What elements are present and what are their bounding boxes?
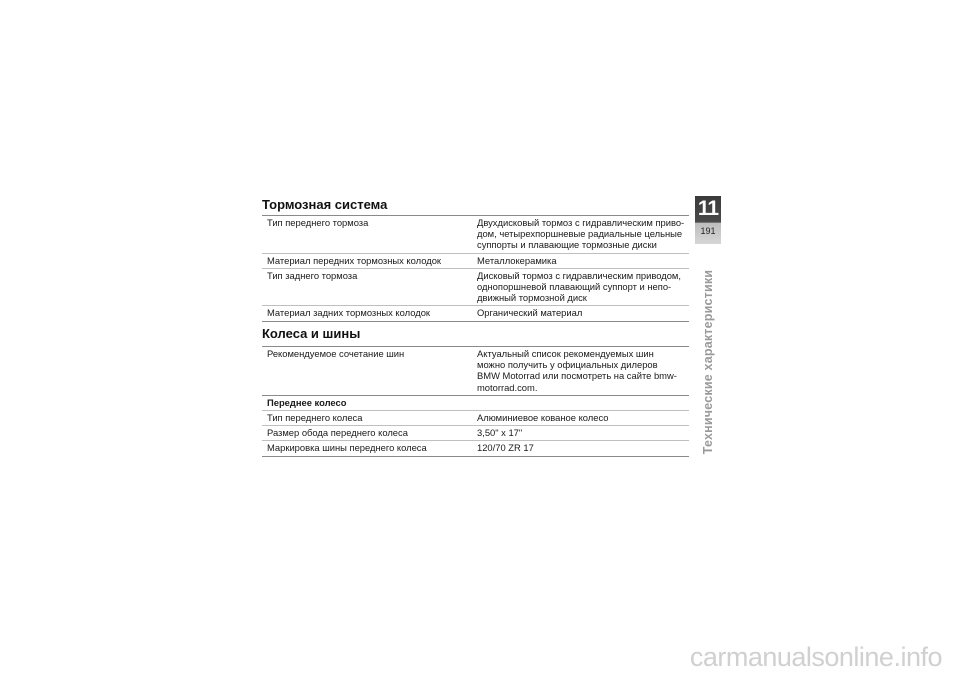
spec-label: Тип заднего тормоза: [267, 269, 358, 281]
spec-label: Тип переднего тормоза: [267, 217, 369, 228]
spec-value: Дисковый тормоз с гидравлическим приводом, однопоршневой плавающий суппорт и непо- движный тормозной диск: [477, 269, 681, 304]
spec-value: Алюминиевое кованое колесо: [477, 412, 609, 424]
spec-value: 3,50" x 17": [477, 427, 523, 439]
spec-value: Металлокерамика: [477, 254, 557, 266]
page-number: 191: [700, 226, 716, 236]
table-row: [262, 346, 689, 395]
table-row: [262, 305, 689, 321]
spec-label: Рекомендуемое сочетание шин: [267, 348, 405, 359]
table-row: [262, 268, 689, 306]
spec-value: 120/70 ZR 17: [477, 442, 534, 454]
watermark: carmanualsonline.info: [689, 642, 942, 672]
brakes-table: [262, 215, 689, 322]
table-row: [262, 395, 689, 410]
front-wheel-heading: Переднее колесо: [267, 396, 347, 408]
spec-label: Размер обода переднего колеса: [267, 427, 408, 439]
section-title-brakes: Тормозная система: [262, 197, 388, 212]
table-row: [262, 410, 689, 425]
chapter-number: 11: [697, 197, 719, 220]
table-row: [262, 440, 689, 456]
spec-label: Маркировка шины переднего колеса: [267, 442, 427, 454]
table-row: [262, 253, 689, 268]
chapter-tab: [695, 196, 721, 244]
spec-label: Материал задних тормозных колодок: [267, 307, 431, 319]
spec-value: Органический материал: [477, 307, 583, 319]
spec-label: Материал передних тормозных колодок: [267, 254, 442, 266]
spec-value: Двухдисковый тормоз с гидравлическим приво- дом, четырехпоршневые радиальные цельные суппорты и плавающие тормозные диски: [477, 217, 685, 251]
wheels-table: [262, 346, 689, 457]
table-row: [262, 215, 689, 253]
spec-value: Актуальный список рекомендуемых шин можно получить у официальных дилеров BMW Motorrad или посмотреть на сайте bmw- motorrad.com.: [477, 348, 677, 393]
section-title-wheels: Колеса и шины: [262, 326, 361, 341]
spec-label: Тип переднего колеса: [267, 412, 363, 424]
table-row: [262, 425, 689, 440]
chapter-title-text: Технические характеристики: [701, 269, 715, 455]
